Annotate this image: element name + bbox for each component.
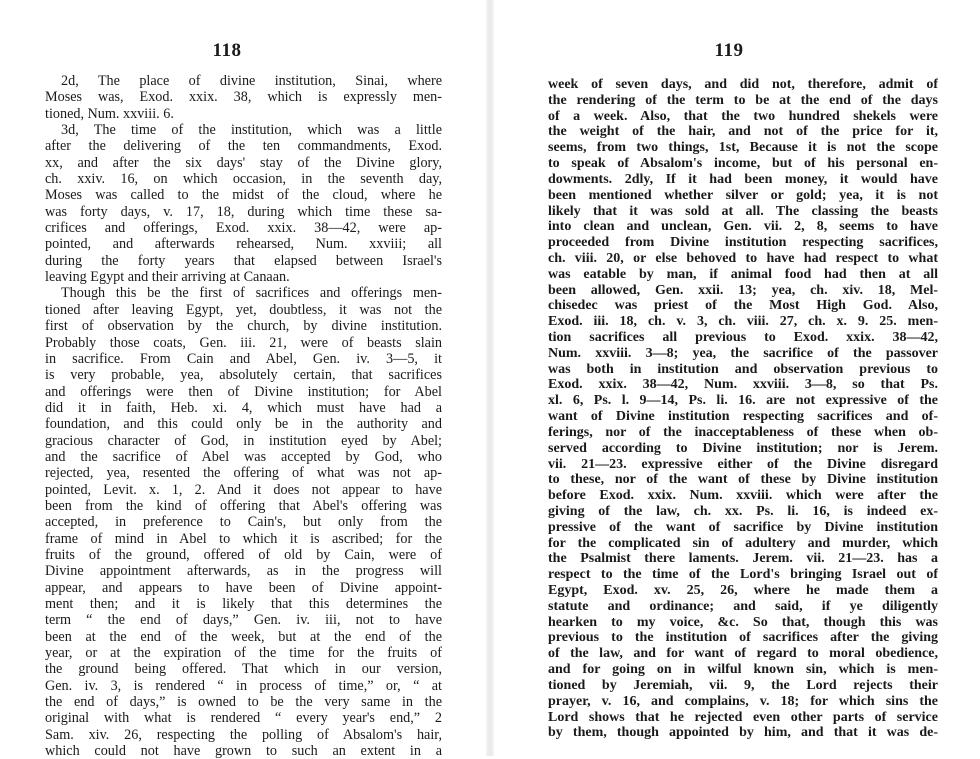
text-line: prayer, v. 16, and complains, v. 18; for which sins the bbox=[548, 693, 938, 709]
text-line: by them, though appointed by him, and that it was de- bbox=[548, 725, 938, 741]
text-line: foundation, and this could only be in the authority and bbox=[45, 416, 442, 433]
text-line: Though this be the first of sacrifices and offerings men- bbox=[61, 285, 442, 302]
text-line: Moses was, Exod. xxix. 38, which is expressly men- bbox=[45, 89, 442, 106]
text-line: gracious character of God, in institution eyed by Abel; bbox=[45, 432, 442, 449]
text-line: before Exod. xxix. Num. xxviii. which were after the bbox=[548, 488, 938, 504]
text-line: want of Divine institution respecting sacrifices and of- bbox=[548, 409, 938, 425]
text-line: during the forty years that elapsed between Israel's bbox=[45, 252, 442, 269]
text-line: pointed, and afterwards rehearsed, Num. xxviii; all bbox=[45, 236, 442, 253]
text-line: and offerings were then of Divine institution; for Abel bbox=[45, 383, 442, 400]
text-line: xx, and after the six days' stay of the Divine glory, bbox=[45, 154, 442, 171]
text-line: Lord shows that he rejected even other parts of service bbox=[548, 709, 938, 725]
text-line: to speak of Absalom's income, but of his personal en- bbox=[548, 156, 938, 172]
text-line: Exod. iii. 18, ch. v. 3, ch. viii. 27, ch. x. 9. 25. men- bbox=[548, 314, 938, 330]
text-line: likely that it was sold at all. The classing the beasts bbox=[548, 203, 938, 219]
text-line: did it in faith, Heb. xi. 4, which must have had a bbox=[45, 399, 442, 416]
text-line: Divine appointment afterwards, as in the progress will bbox=[45, 563, 442, 580]
text-line: term “ the end of days,” Gen. iv. iii, not to have bbox=[45, 612, 442, 629]
text-line: which could not have grown to such an extent in a bbox=[45, 743, 442, 759]
text-line: rejected, yea, resented the offering of what was not ap- bbox=[45, 465, 442, 482]
text-line: tioned by Jeremiah, vii. 9, the Lord rejects their bbox=[548, 677, 938, 693]
text-line: 2d, The place of divine institution, Sinai, where bbox=[61, 73, 442, 89]
text-line: and the sacrifice of Abel was accepted by God, who bbox=[45, 448, 442, 465]
text-line: week of seven days, and did not, therefore, admit of bbox=[548, 77, 938, 92]
right-page bbox=[490, 0, 980, 756]
text-line: into clean and unclean, Gen. vii. 2, 8, seems to have bbox=[548, 219, 938, 235]
text-line: leaving Egypt and their arriving at Canaan. bbox=[45, 269, 290, 286]
page-number: 118 bbox=[212, 40, 242, 61]
text-line: statute and ordinance; and said, if ye diligently bbox=[548, 598, 938, 614]
text-line: and for going on in wilful known sin, which is men- bbox=[548, 662, 938, 678]
text-line: first of observation by the church, by divine institution. bbox=[45, 318, 442, 335]
text-line: ch. xxiv. 16, on which occasion, in the seventh day, bbox=[45, 171, 442, 188]
text-line: fruits of the ground, offered of old by Cain, were of bbox=[45, 546, 442, 563]
text-line: previous to the institution of sacrifices after the giving bbox=[548, 630, 938, 646]
text-line: appear, and appears to have been of Divine appoint- bbox=[45, 579, 442, 596]
text-line: vii. 21—23. expressive either of the Divine disregard bbox=[548, 456, 938, 472]
page-text bbox=[45, 73, 442, 759]
text-line: been allowed, Gen. xxii. 13; yea, ch. xiv. 18, Mel- bbox=[548, 282, 938, 298]
page-number: 119 bbox=[714, 40, 744, 61]
text-line: tioned after leaving Egypt, yet, doubtless, it was not the bbox=[45, 301, 442, 318]
page-text bbox=[548, 77, 938, 741]
text-line: giving of the law, ch. xx. Ps. li. 16, is indeed ex- bbox=[548, 503, 938, 519]
text-line: been from the kind of offering that Abel's offering was bbox=[45, 497, 442, 514]
text-line: hearken to my voice, &c. So that, though this was bbox=[548, 614, 938, 630]
text-line: tioned, Num. xxviii. 6. bbox=[45, 105, 174, 122]
text-line: after the delivering of the ten commandments, Exod. bbox=[45, 138, 442, 155]
text-line: tion sacrifices all previous to Exod. xxix. 38—42, bbox=[548, 330, 938, 345]
text-line: Num. xxviii. 3—8; yea, the sacrifice of the passover bbox=[548, 345, 938, 361]
text-line: chisedec was priest of the Most High God. Also, bbox=[548, 298, 938, 314]
text-line: Egypt, Exod. xv. 25, 26, where he made them a bbox=[548, 583, 938, 598]
text-line: the Psalmist there laments. Jerem. vii. 21—23. has a bbox=[548, 551, 938, 567]
text-line: pointed, Levit. x. 1, 2. And it does not appear to have bbox=[45, 481, 442, 498]
text-line: original with what is rendered “ every year's end,” 2 bbox=[45, 710, 442, 727]
text-line: was forty days, v. 17, 18, during which time these sa- bbox=[45, 203, 442, 220]
text-line: seems, from two things, 1st, Because it is not the scope bbox=[548, 140, 938, 156]
text-line: Probably those coats, Gen. iii. 21, were of beasts slain bbox=[45, 334, 442, 351]
text-line: Sam. xiv. 26, respecting the polling of Absalom's hair, bbox=[45, 726, 442, 743]
text-line: been at the end of the week, but at the end of the bbox=[45, 628, 442, 645]
text-line: the weight of the hair, and not of the price for it, bbox=[548, 124, 938, 140]
text-line: was both in institution and observation previous to bbox=[548, 361, 938, 377]
text-line: respect to the time of the Lord's bringing Israel out of bbox=[548, 567, 938, 583]
text-line: 3d, The time of the institution, which was a little bbox=[61, 122, 442, 139]
text-line: the ground being offered. That which in our version, bbox=[45, 661, 442, 678]
text-line: the rendering of the term to be at the end of the days bbox=[548, 92, 938, 108]
text-line: ferings, nor of the inacceptableness of these when ob- bbox=[548, 424, 938, 440]
text-line: of the law, and for want of regard to moral obedience, bbox=[548, 646, 938, 662]
text-line: was eatable by man, if animal food had then at all bbox=[548, 266, 938, 282]
text-line: to these, nor of the want of these by Divine institution bbox=[548, 472, 938, 488]
text-line: been mentioned whether silver or gold; yea, it is not bbox=[548, 187, 938, 203]
text-line: Exod. xxix. 38—42, Num. xxviii. 3—8, so that Ps. bbox=[548, 377, 938, 393]
text-line: for the complicated sin of adultery and murder, which bbox=[548, 535, 938, 551]
text-line: pressive of the want of sacrifice by Divine institution bbox=[548, 519, 938, 535]
text-line: of a week. Also, that the two hundred shekels were bbox=[548, 108, 938, 124]
text-line: accepted, in preference to Cain's, but only from the bbox=[45, 514, 442, 531]
text-line: ment then; and it is likely that this determines the bbox=[45, 596, 442, 612]
text-line: proceeded from Divine institution respecting sacrifices, bbox=[548, 235, 938, 251]
text-line: year, or at the expiration of the time for the fruits of bbox=[45, 645, 442, 662]
text-line: in sacrifice. From Cain and Abel, Gen. iv. 3—5, it bbox=[45, 350, 442, 367]
text-line: xl. 6, Ps. l. 9—14, Ps. li. 16. are not expressive of the bbox=[548, 393, 938, 409]
text-line: frame of mind in Abel to which it is ascribed; for the bbox=[45, 530, 442, 547]
text-line: ch. viii. 20, or else behoved to have had respect to what bbox=[548, 250, 938, 266]
text-line: Moses was called to the midst of the cloud, where he bbox=[45, 187, 442, 204]
text-line: the end of days,” is owned to be the very same in the bbox=[45, 694, 442, 711]
text-line: is very probable, yea, absolutely certain, that sacrifices bbox=[45, 367, 442, 384]
text-line: dowments. 2dly, If it had been money, it would have bbox=[548, 171, 938, 187]
text-line: Gen. iv. 3, is rendered “ in process of time,” or, “ at bbox=[45, 677, 442, 694]
text-line: crifices and offerings, Exod. xxix. 38—42, were ap- bbox=[45, 220, 442, 237]
text-line: served according to Divine institution; nor is Jerem. bbox=[548, 440, 938, 456]
